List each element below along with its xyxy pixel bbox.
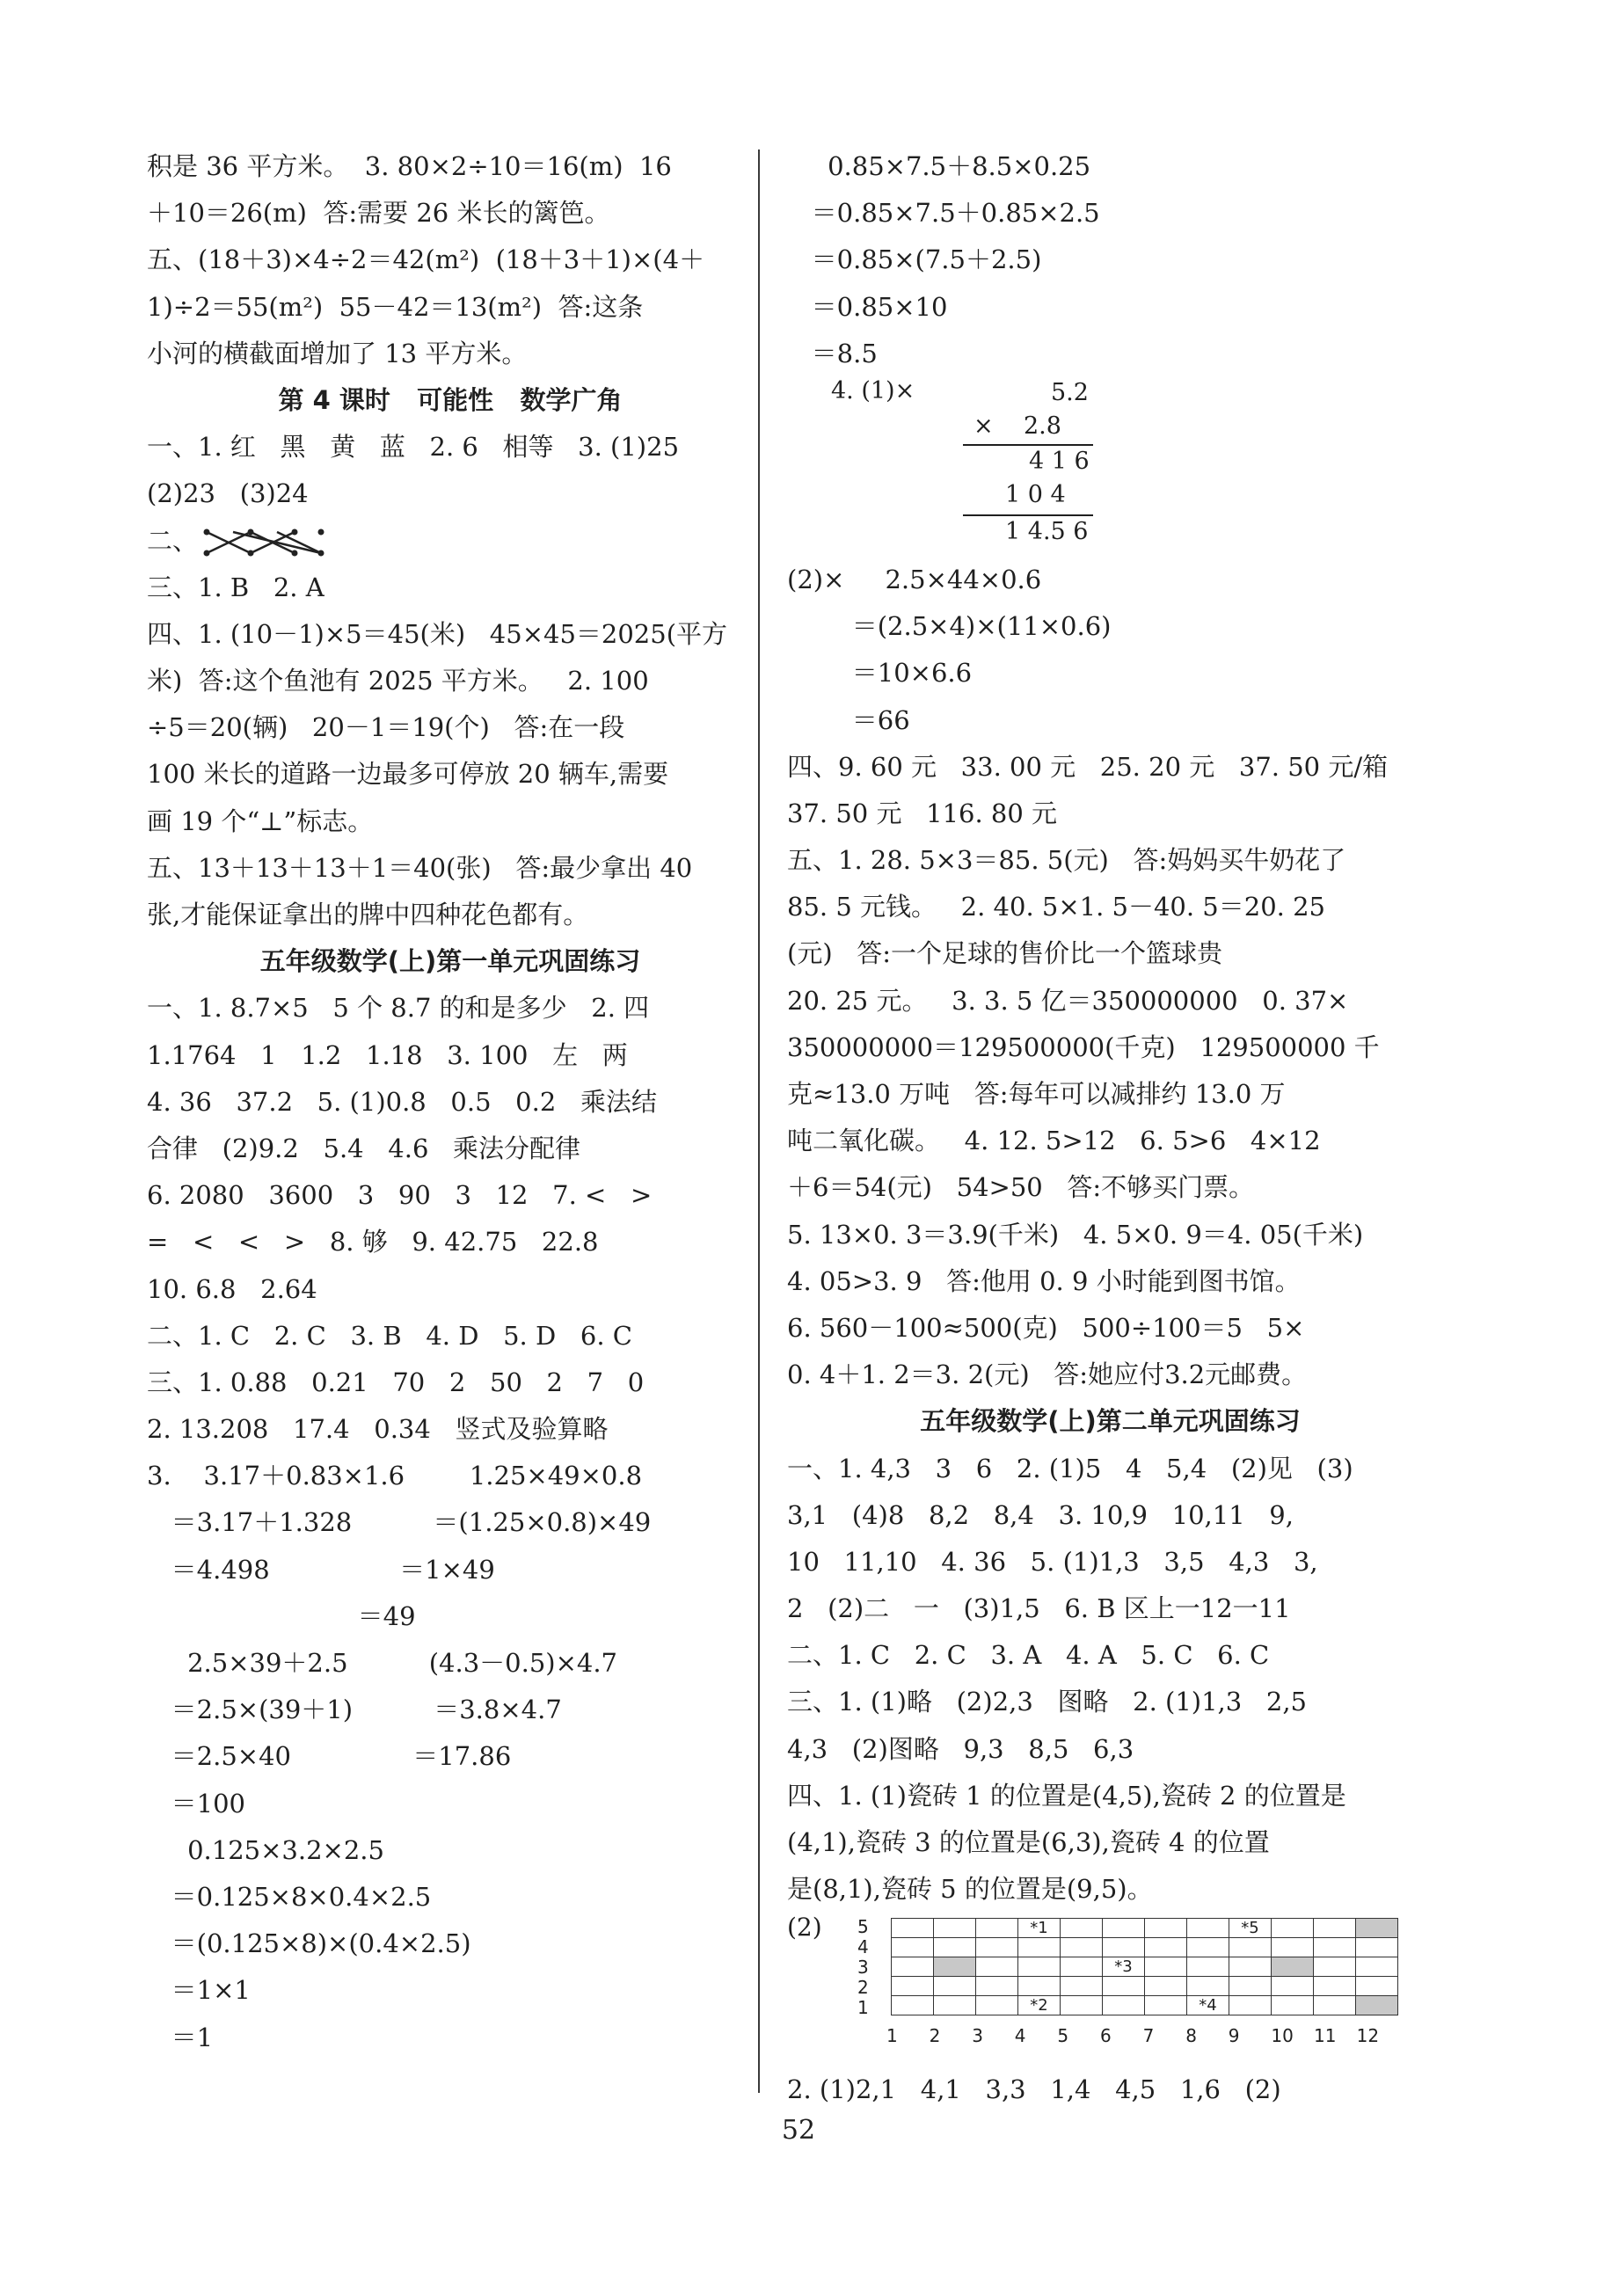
text-line: ＝100 [147, 1788, 246, 1819]
tile-mark: *2 [1030, 1995, 1048, 2015]
grid-cell [1145, 1957, 1187, 1977]
grid-row-label: 2 [857, 1977, 869, 1999]
grid-cell [934, 1919, 976, 1938]
grid-cell [1356, 1919, 1398, 1938]
vertical-multiplication-result [787, 518, 1433, 557]
grid-cell [934, 1977, 976, 1996]
text-line: 三、1. 0.88 0.21 70 2 50 2 7 0 [147, 1367, 645, 1397]
grid-row-label: 4 [857, 1936, 869, 1958]
text-line: 三、1. (1)略 (2)2,3 图略 2. (1)1,3 2,5 [787, 1687, 1307, 1717]
text-line: 85. 5 元钱。 2. 40. 5×1. 5－40. 5＝20. 25 [787, 892, 1326, 922]
grid-cell [976, 1977, 1018, 1996]
grid-cell [1061, 1977, 1103, 1996]
vertical-calc-row: × 2.8 [974, 412, 1061, 440]
text-line: 二、1. C 2. C 3. B 4. D 5. D 6. C [147, 1320, 632, 1351]
text-line: ＝0.125×8×0.4×2.5 [147, 1881, 432, 1912]
text-line: ＋10＝26(m) 答:需要 26 米长的篱笆。 [147, 198, 610, 229]
text-line: 五年级数学(上)第一单元巩固练习 [259, 946, 641, 977]
text-line: 是(8,1),瓷砖 5 的位置是(9,5)。 [787, 1874, 1153, 1905]
grid-cell [934, 1938, 976, 1957]
text-line: 四、1. (10－1)×5＝45(米) 45×45＝2025(平方 [147, 618, 728, 649]
grid-col-label: 6 [1100, 2025, 1112, 2047]
text-line: (2)× 2.5×44×0.6 [787, 564, 1042, 594]
grid-cell [1187, 1938, 1229, 1957]
grid-cell [1229, 1938, 1272, 1957]
grid-cell [1356, 1977, 1398, 1996]
grid-cell [934, 1996, 976, 2015]
grid-cell [1061, 1919, 1103, 1938]
text-line: 4. 05>3. 9 答:他用 0. 9 小时能到图书馆。 [787, 1265, 1301, 1296]
matching-lines-icon [198, 525, 330, 560]
text-line: 五、(18＋3)×4÷2＝42(m²) (18＋3＋1)×(4＋ [147, 244, 705, 275]
grid-cell [1314, 1938, 1356, 1957]
text-line: 积是 36 平方米。 3. 80×2÷10＝16(m) 16 [147, 151, 672, 181]
text-line: 克≈13.0 万吨 答:每年可以减排约 13.0 万 [787, 1079, 1286, 1109]
grid-col-label: 8 [1185, 2025, 1197, 2047]
grid-cell [1103, 1977, 1145, 1996]
grid-cell [892, 1919, 934, 1938]
text-line: 2. 13.208 17.4 0.34 竖式及验算略 [147, 1414, 609, 1445]
text-line: 吨二氧化碳。 4. 12. 5>12 6. 5>6 4×12 [787, 1126, 1321, 1156]
vertical-multiplication [787, 377, 1433, 518]
text-line: (元) 答:一个足球的售价比一个篮球贵 [787, 938, 1223, 969]
grid-cell [1187, 1996, 1229, 2015]
grid-col-label: 2 [929, 2025, 941, 2047]
grid-cell [1061, 1957, 1103, 1977]
text-line: 10. 6.8 2.64 [147, 1273, 317, 1304]
grid-cell [1018, 1957, 1061, 1977]
left-column [147, 143, 754, 2061]
grid-cell [1145, 1977, 1187, 1996]
text-line: ＝49 [147, 1600, 416, 1631]
grid-part-label: (2) [787, 1913, 822, 1942]
text-line: 张,才能保证拿出的牌中四种花色都有。 [147, 900, 589, 929]
text-line: 五年级数学(上)第二单元巩固练习 [920, 1406, 1301, 1437]
grid-col-label: 5 [1057, 2025, 1069, 2047]
text-line: ＝1×1 [147, 1975, 251, 2006]
grid-cell [1356, 1996, 1398, 2015]
page-number: 52 [781, 2115, 816, 2146]
grid-row-label: 5 [857, 1916, 869, 1938]
vertical-calc-label: 4. (1)× [831, 376, 915, 405]
grid-cell [976, 1919, 1018, 1938]
grid-cell [1103, 1938, 1145, 1957]
grid-cell [976, 1996, 1018, 2015]
text-line: 6. 560－100≈500(克) 500÷100＝5 5× [787, 1312, 1305, 1343]
grid-cell [1314, 1977, 1356, 1996]
grid-cell [1061, 1996, 1103, 2015]
text-line: 三、1. B 2. A [147, 572, 325, 602]
text-line: ＝10×6.6 [787, 658, 973, 689]
text-line: 画 19 个“⊥”标志。 [147, 805, 374, 836]
grid-cell [1187, 1919, 1229, 1938]
text-line: ＝3.17＋1.328 ＝(1.25×0.8)×49 [147, 1507, 652, 1538]
text-line: 37. 50 元 116. 80 元 [787, 798, 1058, 828]
vertical-calc-row: 5.2 [1051, 378, 1089, 406]
text-line: ÷5＝20(辆) 20－1＝19(个) 答:在一段 [147, 712, 625, 743]
tile-mark: *4 [1199, 1995, 1217, 2015]
grid-cell [1229, 1957, 1272, 1977]
coordinate-grid [787, 1913, 1433, 2066]
text-line: ＝4.498 ＝1×49 [147, 1554, 495, 1585]
grid-cell [1018, 1938, 1061, 1957]
text-line: 第 4 课时 可能性 数学广角 [278, 384, 623, 415]
text-line: 1.1764 1 1.2 1.18 3. 100 左 两 [147, 1039, 628, 1070]
grid-cell [892, 1996, 934, 2015]
text-line: 4. 36 37.2 5. (1)0.8 0.5 0.2 乘法结 [147, 1086, 657, 1117]
text-line: ＝0.85×7.5＋0.85×2.5 [787, 198, 1100, 229]
grid-cell [976, 1938, 1018, 1957]
grid-cell [1356, 1938, 1398, 1957]
grid-cell [1145, 1919, 1187, 1938]
grid-cell [1018, 1996, 1061, 2015]
grid-cell [976, 1957, 1018, 1977]
text-line: 5. 13×0. 3＝3.9(千米) 4. 5×0. 9＝4. 05(千米) [787, 1219, 1364, 1250]
text-line: 四、9. 60 元 33. 00 元 25. 20 元 37. 50 元/箱 [787, 751, 1389, 782]
text-line: ＝2.5×40 ＝17.86 [147, 1741, 512, 1772]
text-line: 合律 (2)9.2 5.4 4.6 乘法分配律 [147, 1133, 581, 1163]
grid-table [891, 1918, 1398, 2015]
text-line: 2. (1)2,1 4,1 3,3 1,4 4,5 1,6 (2) [787, 2074, 1281, 2105]
text-line: 一、1. 8.7×5 5 个 8.7 的和是多少 2. 四 [147, 993, 650, 1024]
right-column [787, 143, 1433, 2114]
text-line: ＋6＝54(元) 54>50 答:不够买门票。 [787, 1172, 1255, 1203]
text-line: 4,3 (2)图略 9,3 8,5 6,3 [787, 1733, 1134, 1764]
text-line: 一、1. 红 黑 黄 蓝 2. 6 相等 3. (1)25 [147, 432, 680, 463]
grid-cell [1061, 1938, 1103, 1957]
text-line: ＝8.5 [787, 338, 878, 368]
grid-cell [1314, 1996, 1356, 2015]
grid-cell [1103, 1957, 1145, 1977]
tile-mark: *1 [1030, 1918, 1048, 1937]
grid-col-label: 1 [886, 2025, 898, 2047]
grid-cell [1187, 1977, 1229, 1996]
grid-row-label: 3 [857, 1957, 869, 1979]
grid-cell [892, 1977, 934, 1996]
grid-cell [1314, 1957, 1356, 1977]
text-line: 6. 2080 3600 3 90 3 12 7. < > [147, 1180, 653, 1211]
grid-cell [1018, 1977, 1061, 1996]
text-line: (2)23 (3)24 [147, 478, 309, 509]
grid-cell [1356, 1957, 1398, 1977]
text-line: 3. 3.17＋0.83×1.6 1.25×49×0.8 [147, 1461, 643, 1491]
text-line: 0. 4＋1. 2＝3. 2(元) 答:她应付3.2元邮费。 [787, 1359, 1308, 1390]
text-line: 0.125×3.2×2.5 [147, 1834, 384, 1865]
text-line: ＝1 [147, 2022, 214, 2052]
grid-cell [1229, 1977, 1272, 1996]
grid-cell [1229, 1919, 1272, 1938]
tile-mark: *3 [1114, 1957, 1133, 1976]
grid-col-label: 3 [972, 2025, 983, 2047]
grid-row-label: 1 [857, 1997, 869, 2019]
vertical-calc-row: 1 0 4 [1005, 480, 1066, 508]
text-line: ＝2.5×(39＋1) ＝3.8×4.7 [147, 1695, 562, 1725]
grid-cell [1272, 1996, 1314, 2015]
text-line: 100 米长的道路一边最多可停放 20 辆车,需要 [147, 759, 669, 790]
vertical-calc-row: 1 4.5 6 [1005, 517, 1089, 545]
grid-cell [1272, 1977, 1314, 1996]
grid-cell [1018, 1919, 1061, 1938]
grid-cell [1272, 1938, 1314, 1957]
grid-cell [1314, 1919, 1356, 1938]
grid-col-label: 9 [1228, 2025, 1240, 2047]
text-line: 五、13＋13＋13＋1＝40(张) 答:最少拿出 40 [147, 852, 693, 883]
text-line: = < < > 8. 够 9. 42.75 22.8 [147, 1227, 599, 1257]
grid-cell [1145, 1938, 1187, 1957]
text-line: 0.85×7.5＋8.5×0.25 [787, 151, 1091, 181]
grid-col-label: 12 [1356, 2025, 1380, 2047]
grid-cell [1145, 1996, 1187, 2015]
grid-cell [1272, 1957, 1314, 1977]
grid-cell [892, 1938, 934, 1957]
grid-cell [1103, 1919, 1145, 1938]
text-line: 小河的横截面增加了 13 平方米。 [147, 338, 528, 368]
grid-col-label: 11 [1314, 2025, 1337, 2047]
grid-cell [934, 1957, 976, 1977]
grid-cell [1187, 1957, 1229, 1977]
grid-cell [892, 1957, 934, 1977]
grid-col-label: 10 [1271, 2025, 1294, 2047]
text-line: ＝(2.5×4)×(11×0.6) [787, 611, 1112, 642]
text-line: 1)÷2＝55(m²) 55－42＝13(m²) 答:这条 [147, 291, 644, 322]
grid-cell [1229, 1996, 1272, 2015]
text-line: 四、1. (1)瓷砖 1 的位置是(4,5),瓷砖 2 的位置是 [787, 1780, 1346, 1811]
grid-col-label: 7 [1142, 2025, 1155, 2047]
text-line: 米) 答:这个鱼池有 2025 平方米。 2. 100 [147, 666, 649, 696]
text-line: ＝66 [787, 704, 910, 735]
text-line: 五、1. 28. 5×3＝85. 5(元) 答:妈妈买牛奶花了 [787, 845, 1346, 876]
grid-cell [1272, 1919, 1314, 1938]
text-line: 3,1 (4)8 8,2 8,4 3. 10,9 10,11 9, [787, 1499, 1294, 1530]
text-line: 10 11,10 4. 36 5. (1)1,3 3,5 4,3 3, [787, 1546, 1318, 1577]
text-line: (4,1),瓷砖 3 的位置是(6,3),瓷砖 4 的位置 [787, 1827, 1270, 1857]
text-line: ＝0.85×10 [787, 291, 948, 322]
text-line: ＝0.85×(7.5＋2.5) [787, 244, 1042, 275]
text-line: ＝(0.125×8)×(0.4×2.5) [147, 1928, 471, 1959]
text-line: 二、1. C 2. C 3. A 4. A 5. C 6. C [787, 1640, 1270, 1671]
vertical-calc-rule [963, 444, 1093, 446]
vertical-calc-row: 4 1 6 [1029, 447, 1090, 475]
column-divider [758, 149, 760, 2093]
text-line: 2 (2)二 一 (3)1,5 6. B 区上一12一11 [787, 1593, 1291, 1624]
grid-cell [1103, 1996, 1145, 2015]
vertical-calc-rule [963, 514, 1093, 516]
text-line: 350000000＝129500000(千克) 129500000 千 [787, 1031, 1380, 1062]
tile-mark: *5 [1241, 1918, 1259, 1937]
text-line: 二、 [147, 518, 754, 565]
grid-col-label: 4 [1014, 2025, 1026, 2047]
text-line: 2.5×39＋2.5 (4.3－0.5)×4.7 [147, 1648, 617, 1678]
text-line: 一、1. 4,3 3 6 2. (1)5 4 5,4 (2)见 (3) [787, 1453, 1353, 1483]
text-line: 20. 25 元。 3. 3. 5 亿＝350000000 0. 37× [787, 985, 1349, 1016]
